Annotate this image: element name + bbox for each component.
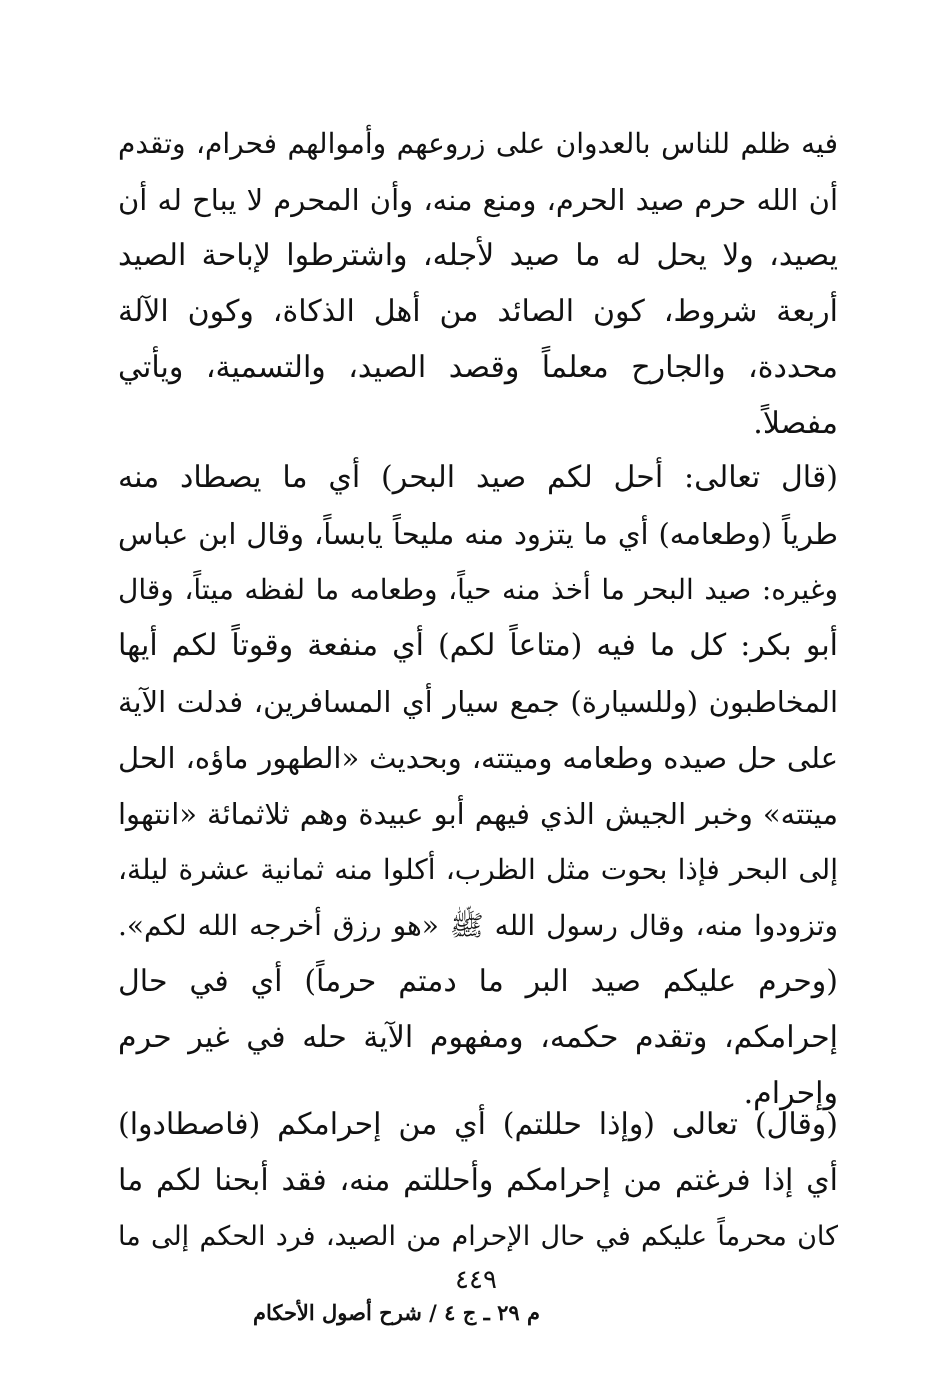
- text-line: على حل صيده وطعامه وميتته، وبحديث «الطهور ماؤه، الحل: [118, 741, 838, 775]
- paragraph-1: [118, 116, 838, 452]
- text-line: وغيره: صيد البحر ما أخذ منه حياً، وطعامه ما لفظه ميتاً، وقال: [118, 573, 838, 606]
- text-line: أي إذا فرغتم من إحرامكم وأحللتم منه، فقد أبحنا لكم ما: [118, 1163, 838, 1198]
- text-line: إلى البحر فإذا بحوت مثل الظرب، أكلوا منه ثمانية عشرة ليلة،: [118, 853, 838, 886]
- text-line: أبو بكر: كل ما فيه (متاعاً لكم) أي منفعة وقوتاً لكم أيها: [118, 628, 838, 663]
- text-line: أن الله حرم صيد الحرم، ومنع منه، وأن المحرم لا يباح له أن: [118, 183, 838, 217]
- text-line: إحرامكم، وتقدم حكمه، ومفهوم الآية حله في غير حرم: [118, 1020, 838, 1055]
- text-line: ميتته» وخبر الجيش الذي فيهم أبو عبيدة وهم ثلاثمائة «انتهوا: [118, 797, 838, 831]
- footer-reference: م ٢٩ ـ ج ٤ / شرح أصول الأحكام: [252, 1300, 540, 1325]
- text-line: وإحرام.: [743, 1076, 838, 1111]
- paragraph-3: [118, 1097, 838, 1265]
- text-line: (قال تعالى: أحل لكم صيد البحر) أي ما يصطاد منه: [118, 460, 838, 495]
- text-line: (وقال) تعالى (وإذا حللتم) أي من إحرامكم (فاصطادوا): [118, 1107, 838, 1142]
- text-line: (وحرم عليكم صيد البر ما دمتم حرماً) أي في حال: [118, 964, 838, 999]
- text-line: يصيد، ولا يحل له ما صيد لأجله، واشترطوا لإباحة الصيد: [118, 238, 838, 273]
- text-line: طرياً (وطعامه) أي ما يتزود منه مليحاً يابساً، وقال ابن عباس: [118, 517, 838, 551]
- text-line: كان محرماً عليكم في حال الإحرام من الصيد، فرد الحكم إلى ما: [118, 1221, 838, 1252]
- text-line: أربعة شروط، كون الصائد من أهل الذكاة، وكون الآلة: [118, 294, 838, 329]
- text-line: محددة، والجارح معلماً وقصد الصيد، والتسمية، ويأتي: [118, 350, 838, 385]
- text-line: المخاطبون (وللسيارة) جمع سيار أي المسافرين، فدلت الآية: [118, 685, 838, 719]
- text-line: فيه ظلم للناس بالعدوان على زروعهم وأموالهم فحرام، وتقدم: [118, 127, 838, 160]
- paragraph-2: [118, 450, 838, 1122]
- text-line: وتزودوا منه، وقال رسول الله ﷺ «هو رزق أخرجه الله لكم».: [118, 909, 838, 942]
- text-line: مفصلاً.: [753, 406, 838, 441]
- page-number: ٤٤٩: [455, 1265, 497, 1295]
